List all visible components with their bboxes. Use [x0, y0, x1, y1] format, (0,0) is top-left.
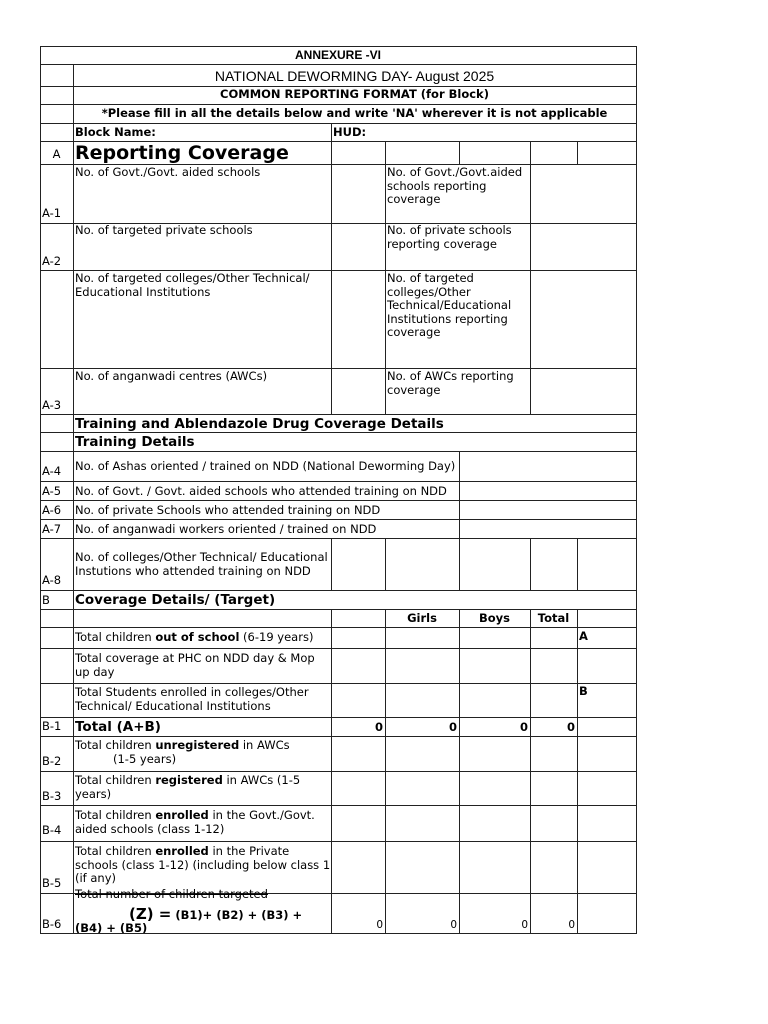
form-title: NATIONAL DEWORMING DAY- August 2025	[214, 68, 495, 84]
row-code: A-7	[42, 522, 62, 536]
field-label: No. of colleges/Other Technical/ Educational Instutions who attended training on NDD	[75, 550, 328, 578]
field-label: No. of Govt./Govt.aided schools reporting coverage	[387, 165, 523, 206]
total-value: 0	[568, 919, 575, 931]
field-label-b2: Total children unregistered in AWCs	[75, 738, 290, 752]
row-code: A-4	[42, 464, 62, 478]
field-label: No. of anganwadi centres (AWCs)	[75, 369, 268, 383]
annexure-label: ANNEXURE -VI	[294, 48, 381, 62]
field-label-out-of-school: Total children out of school (6-19 years)	[75, 630, 314, 644]
hud-label: HUD:	[333, 125, 367, 139]
row-code: A-8	[42, 573, 62, 587]
block-name-label: Block Name:	[75, 125, 156, 139]
col-header-total: Total	[537, 611, 570, 625]
section-b-code: B	[42, 593, 50, 607]
field-label: No. of targeted colleges/Other Technical/Educational Institutions reporting coverage	[387, 271, 512, 339]
row-code: B-5	[42, 876, 62, 890]
girls-value: 0	[450, 919, 457, 931]
total-value: 0	[376, 919, 383, 931]
row-code: B-1	[42, 719, 62, 733]
field-label: No. of targeted colleges/Other Technical/ Educational Institutions	[75, 271, 310, 299]
row-code: A-2	[42, 254, 62, 268]
boys-value: 0	[521, 919, 528, 931]
field-label: No. of AWCs reporting coverage	[387, 369, 514, 397]
section-a-title: Reporting Coverage	[75, 142, 289, 164]
row-code: B-3	[42, 789, 62, 803]
field-label-b4: Total children enrolled in the Govt./Govt. aided schools (class 1-12)	[75, 808, 315, 836]
form-subtitle: COMMON REPORTING FORMAT (for Block)	[220, 87, 489, 101]
row-code: B-2	[42, 754, 62, 768]
field-label: No. of Ashas oriented / trained on NDD (National Deworming Day)	[75, 459, 456, 473]
field-label-b6: Total number of children targeted	[75, 887, 268, 901]
formula-z: (Z) = (B1)+ (B2) + (B3) +	[129, 905, 303, 923]
total-value: 0	[566, 720, 575, 734]
training-subheading: Training Details	[75, 434, 195, 450]
total-a-b-label: Total (A+B)	[75, 719, 161, 735]
girls-value: 0	[448, 720, 457, 734]
field-label: No. of Govt. / Govt. aided schools who attended training on NDD	[75, 484, 447, 498]
col-header-girls: Girls	[407, 611, 437, 625]
field-label: No. of anganwadi workers oriented / trained on NDD	[75, 522, 377, 536]
row-code: B-4	[42, 823, 62, 837]
field-label: No. of private schools reporting coverage	[387, 223, 512, 251]
field-label: No. of Govt./Govt. aided schools	[75, 165, 261, 179]
boys-value: 0	[519, 720, 528, 734]
marker-a: A	[579, 629, 588, 643]
field-label-phc: Total coverage at PHC on NDD day & Mop up day	[75, 651, 315, 679]
row-code: A-3	[42, 398, 62, 412]
total-value: 0	[374, 720, 383, 734]
formula-z-cont: (B4) + (B5)	[75, 922, 148, 933]
col-header-boys: Boys	[478, 611, 510, 625]
section-a-code: A	[52, 147, 61, 161]
field-label: No. of private Schools who attended training on NDD	[75, 503, 381, 517]
row-code: A-1	[42, 206, 62, 220]
instruction-text: *Please fill in all the details below and write 'NA' wherever it is not applicable	[101, 106, 608, 120]
row-code: A-6	[42, 503, 62, 517]
row-code: A-5	[42, 484, 62, 498]
section-b-title: Coverage Details/ (Target)	[75, 592, 276, 608]
field-label-b2-age: (1-5 years)	[113, 752, 177, 766]
field-label-b5: Total children enrolled in the Private schools (class 1-12) (including below class 1 (if any)	[75, 844, 331, 885]
field-label-colleges: Total Students enrolled in colleges/Other Technical/ Educational Institutions	[75, 685, 309, 713]
marker-b: B	[579, 684, 588, 698]
row-code: B-6	[42, 917, 62, 931]
field-label-b3: Total children registered in AWCs (1-5 years)	[75, 773, 301, 801]
training-heading: Training and Ablendazole Drug Coverage Details	[75, 416, 444, 432]
field-label: No. of targeted private schools	[75, 223, 253, 237]
